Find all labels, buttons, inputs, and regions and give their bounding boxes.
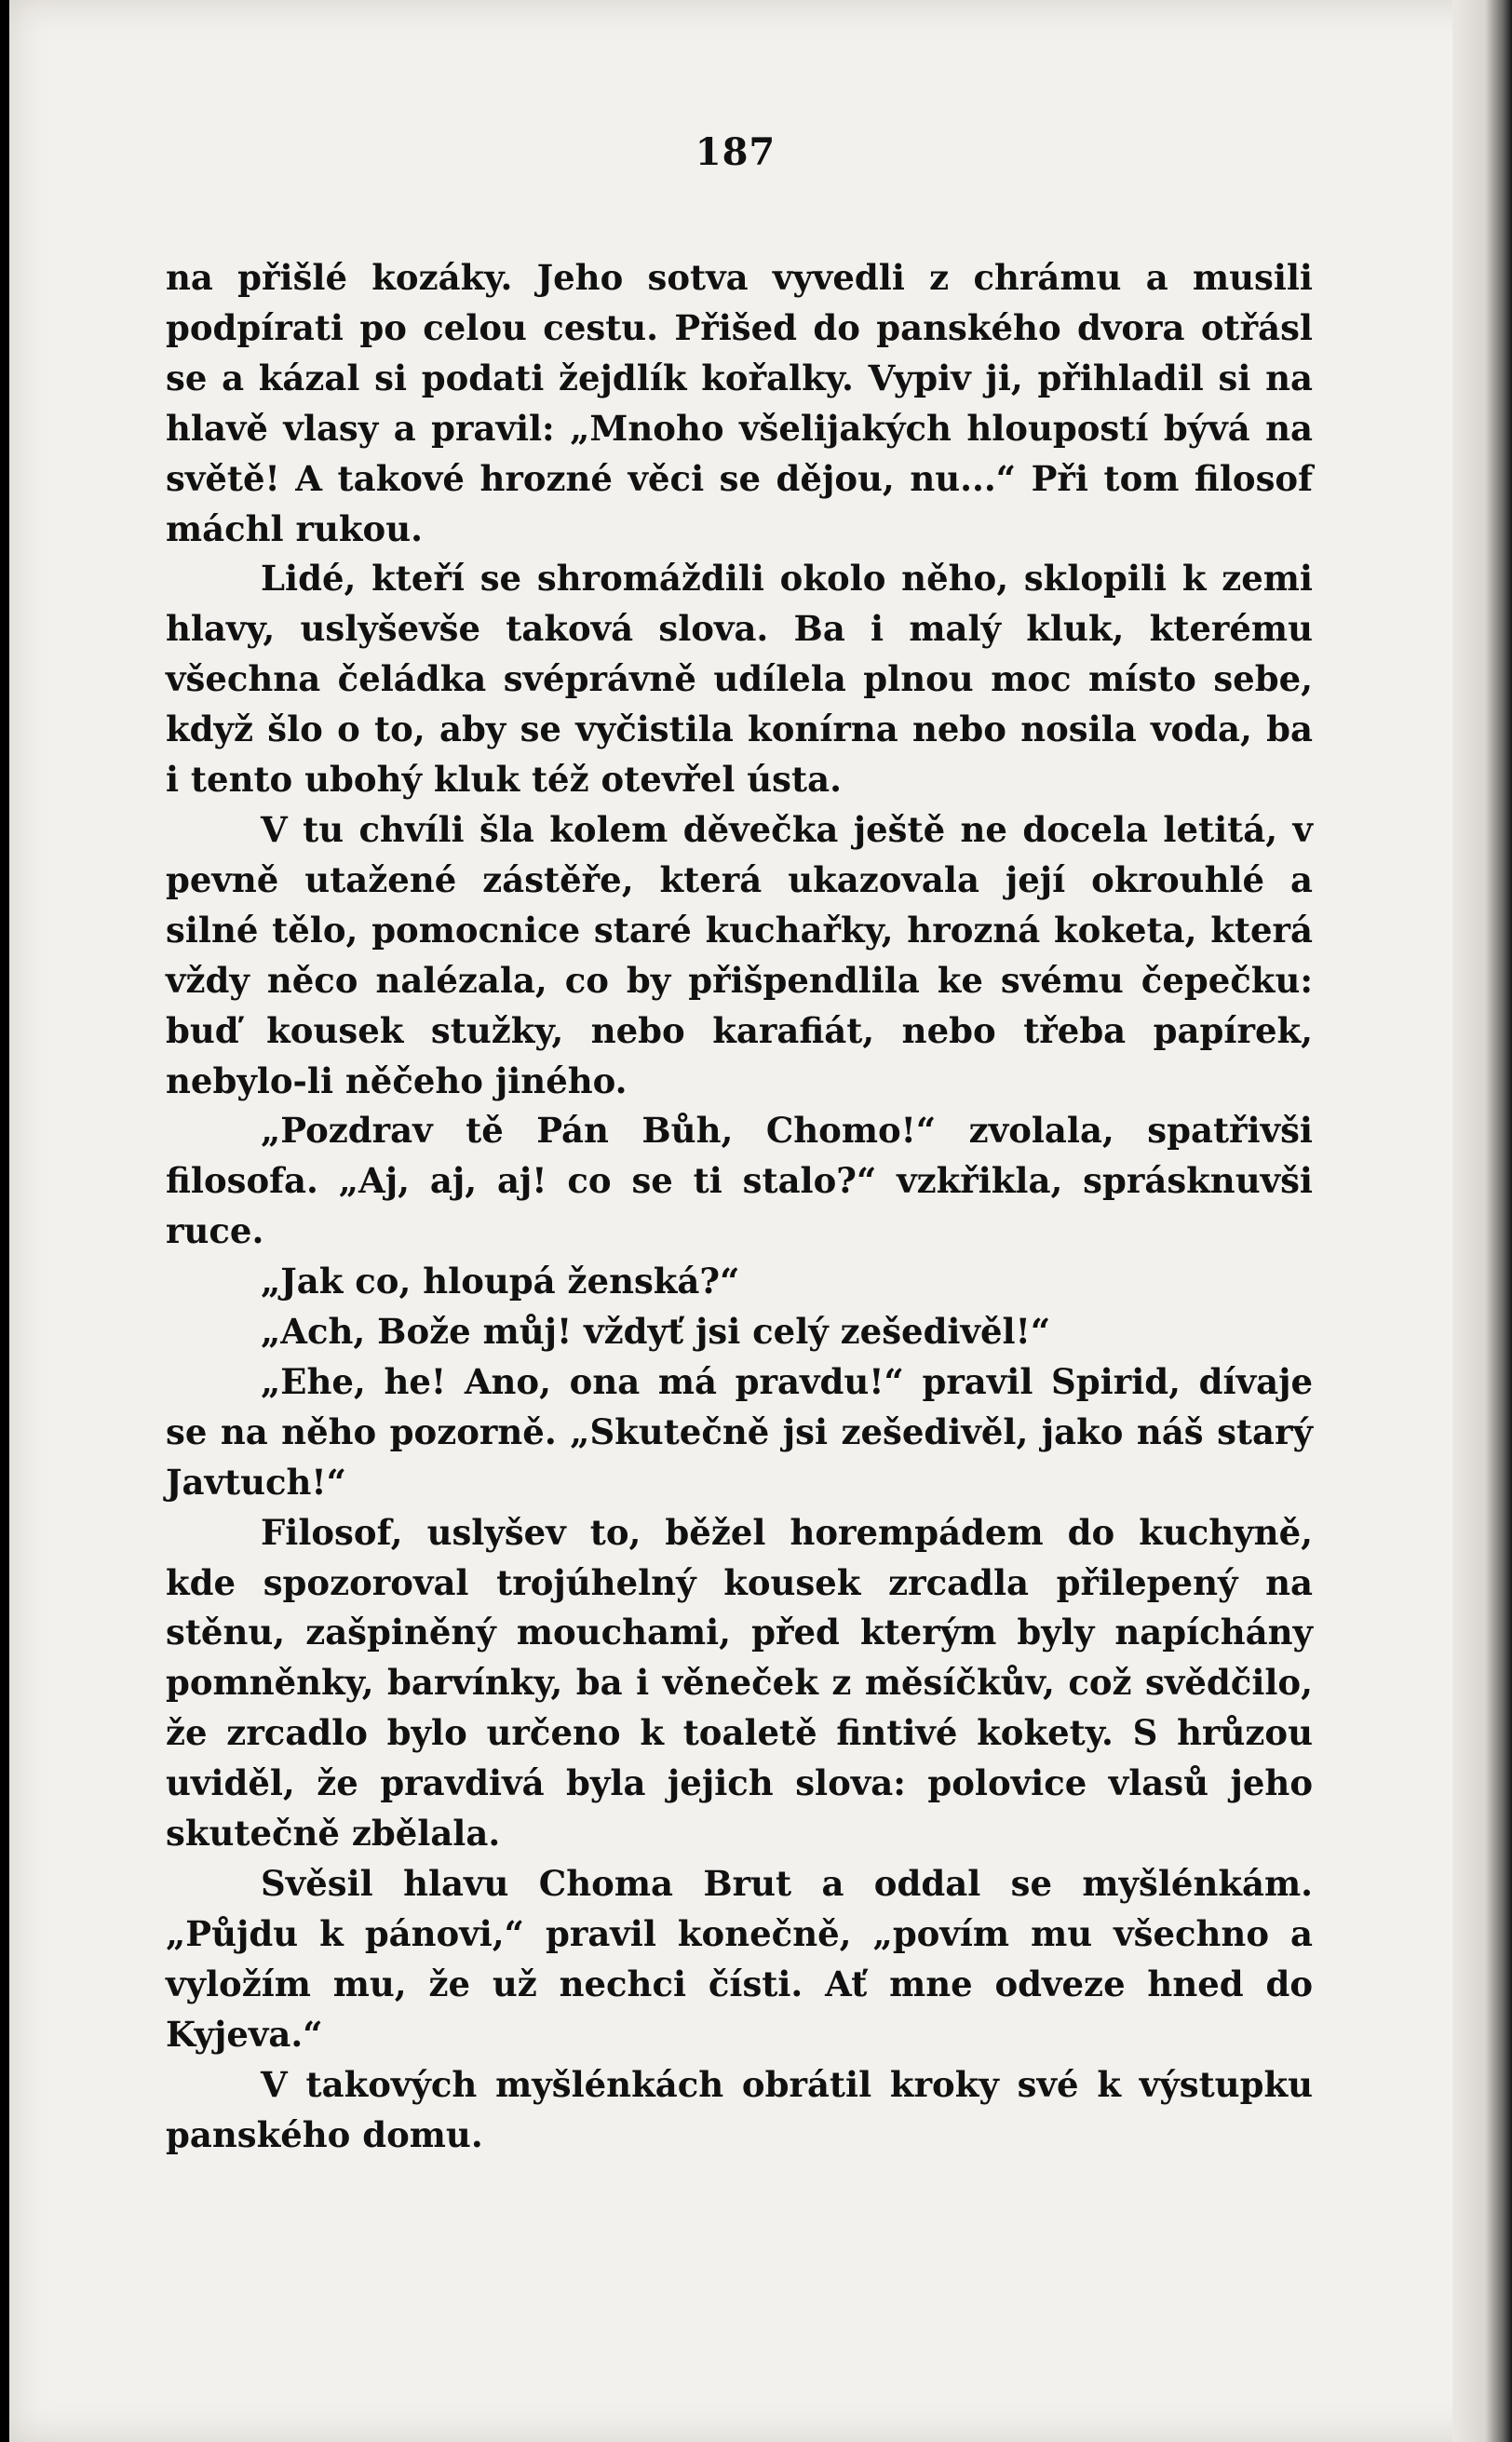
paragraph: „Ehe, he! Ano, ona má pravdu!“ pravil Spirid, dívaje se na něho pozorně. „Skutečně jsi zešedivěl, jako náš starý Javtuch!“ [166,1360,1313,1503]
page-number: 187 [695,130,776,174]
paragraph: „Jak co, hloupá ženská?“ [261,1261,740,1302]
body-text [166,253,1313,2160]
paragraph: Svěsil hlavu Choma Brut a oddal se myšlénkám. „Půjdu k pánovi,“ pravil konečně, „povím mu všechno a vyložím mu, že už nechci čísti. Ať mne odveze hned do Kyjeva.“ [166,1863,1313,2055]
paragraph: na přišlé kozáky. Jeho sotva vyvedli z chrámu a musili podpírati po celou cestu. Přišed do panského dvora otřásl se a kázal si podati žejdlík kořalky. Vypiv ji, přihladil si na hlavě vlasy a pravil: „Mnoho všelijakých hloupostí bývá na světě! A takové hrozné věci se dějou, nu...“ Při tom filosof máchl rukou. [166,257,1313,549]
paragraph: Filosof, uslyšev to, běžel horempádem do kuchyně, kde spozoroval trojúhelný kousek zrcadla přilepený na stěnu, zašpiněný mouchami, před kterým byly napíchány pomněnky, barvínky, ba i věneček z měsíčkův, což svědčilo, že zrcadlo bylo určeno k toaletě fintivé kokety. S hrůzou uviděl, že pravdivá byla jejich slova: polovice vlasů jeho skutečně zbělala. [166,1511,1313,1855]
paragraph: Lidé, kteří se shromáždili okolo něho, sklopili k zemi hlavy, uslyševše taková slova. Ba i malý kluk, kterému všechna čeládka svéprávně udílela plnou moc místo sebe, když šlo o to, aby se vyčistila konírna nebo nosila voda, ba i tento ubohý kluk též otevřel ústa. [166,558,1313,801]
paragraph: V tu chvíli šla kolem děvečka ještě ne docela letitá, v pevně utažené zástěře, která ukazovala její okrouhlé a silné tělo, pomocnice staré kuchařky, hrozná koketa, která vždy něco nalézala, co by přišpendlila ke svému čepečku: buď kousek stužky, nebo karafiát, nebo třeba papírek, nebylo-li něčeho jiného. [166,808,1313,1101]
paragraph: „Pozdrav tě Pán Bůh, Chomo!“ zvolala, spatřivši filosofa. „Aj, aj, aj! co se ti stalo?“ vzkřikla, sprásknuvši ruce. [166,1110,1313,1252]
book-page [9,0,1499,2442]
paragraph: „Ach, Bože můj! vždyť jsi celý zešedivěl!“ [261,1311,1051,1353]
paragraph: V takových myšlénkách obrátil kroky své k výstupku panského domu. [166,2063,1313,2155]
page-edge-shadow [1452,0,1512,2442]
